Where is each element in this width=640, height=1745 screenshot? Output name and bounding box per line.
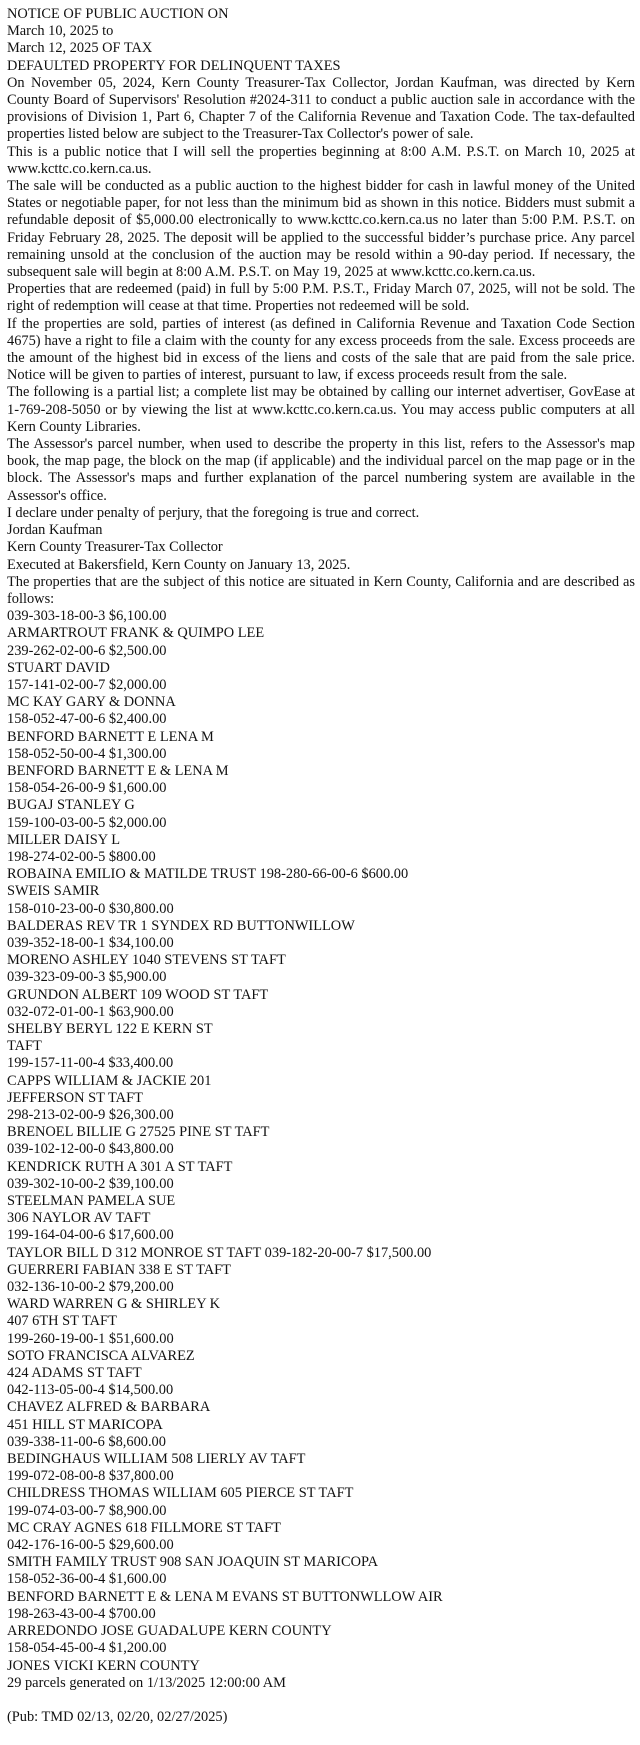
property-list-line: MC CRAY AGNES 618 FILLMORE ST TAFT (7, 1519, 281, 1536)
property-list-line: 158-054-45-00-4 $1,200.00 (7, 1640, 167, 1657)
sale-start-paragraph: This is a public notice that I will sell the properties beginning at 8:00 A.M. P.S.T. on March 10, 2025 at www.kcttc.co.kern.ca.us. (7, 143, 635, 177)
property-list-line: CHAVEZ ALFRED & BARBARA (7, 1399, 211, 1416)
declaration (7, 505, 635, 574)
property-list-line: 032-136-10-00-2 $79,200.00 (7, 1279, 174, 1296)
resolution-paragraph: On November 05, 2024, Kern County Treasurer-Tax Collector, Jordan Kaufman, was directed by Kern County Board of Supervisors' Resolution #2024-311 to conduct a public auction sale in accordance with the provisions of Division 1, Part 6, Chapter 7 of the California Revenue and Taxation Code. The tax-defaulted properties listed below are subject to the Treasurer-Tax Collector's power of sale. (7, 74, 635, 143)
property-list-line: ROBAINA EMILIO & MATILDE TRUST 198-280-66-00-6 $600.00 (7, 866, 409, 883)
property-list-line: 158-054-26-00-9 $1,600.00 (7, 780, 167, 797)
property-list-line: SOTO FRANCISCA ALVAREZ (7, 1347, 195, 1364)
auction-end-date: March 12, 2025 OF TAX (7, 40, 153, 57)
property-list-line: MILLER DAISY L (7, 831, 120, 848)
execution-statement: Executed at Bakersfield, Kern County on January 13, 2025. (7, 556, 351, 573)
property-list-line: 199-260-19-00-1 $51,600.00 (7, 1330, 174, 1347)
property-list-line: ARREDONDO JOSE GUADALUPE KERN COUNTY (7, 1623, 332, 1640)
property-list-line: 039-323-09-00-3 $5,900.00 (7, 969, 167, 986)
property-list-line: STEELMAN PAMELA SUE (7, 1193, 176, 1210)
property-list-line: JONES VICKI KERN COUNTY (7, 1657, 200, 1674)
property-list-line: SMITH FAMILY TRUST 908 SAN JOAQUIN ST MARICOPA (7, 1554, 379, 1571)
signer-name: Jordan Kaufman (7, 522, 103, 539)
property-list-line: 451 HILL ST MARICOPA (7, 1416, 163, 1433)
property-list-line: CHILDRESS THOMAS WILLIAM 605 PIERCE ST TAFT (7, 1485, 354, 1502)
property-list-line: SHELBY BERYL 122 E KERN ST (7, 1020, 213, 1037)
publication-info: (Pub: TMD 02/13, 02/20, 02/27/2025) (7, 1709, 228, 1726)
property-list-line: GRUNDON ALBERT 109 WOOD ST TAFT (7, 986, 269, 1003)
property-list-line: 039-338-11-00-6 $8,600.00 (7, 1433, 166, 1450)
property-list-line: MC KAY GARY & DONNA (7, 694, 176, 711)
property-list-line: 158-010-23-00-0 $30,800.00 (7, 900, 174, 917)
property-list-line: WARD WARREN G & SHIRLEY K (7, 1296, 221, 1313)
property-list-line: 157-141-02-00-7 $2,000.00 (7, 676, 167, 693)
notice-title: NOTICE OF PUBLIC AUCTION ON (7, 6, 229, 22)
property-list-line: 199-157-11-00-4 $33,400.00 (7, 1055, 174, 1072)
property-list-line: 298-213-02-00-9 $26,300.00 (7, 1107, 174, 1123)
property-list-line: BENFORD BARNETT E & LENA M (7, 762, 229, 779)
partial-list-paragraph: The following is a partial list; a complete list may be obtained by calling our internet advertiser, GovEase at 1-769-208-5050 or by viewing the list at www.kcttc.co.kern.ca.us. You may access public computers at all Kern County Libraries. (7, 384, 635, 435)
redemption-paragraph: Properties that are redeemed (paid) in full by 5:00 P.M. P.S.T., Friday March 07, 2025, will not be sold. The right of redemption will cease at that time. Properties not redeemed will be sold. (7, 281, 635, 315)
property-list-line: 039-352-18-00-1 $34,100.00 (7, 934, 174, 951)
signer-title: Kern County Treasurer-Tax Collector (7, 539, 223, 556)
property-list-line: 424 ADAMS ST TAFT (7, 1365, 142, 1382)
auction-start-date: March 10, 2025 to (7, 23, 114, 40)
property-list-line: 306 NAYLOR AV TAFT (7, 1210, 151, 1227)
property-list-line: BENFORD BARNETT E & LENA M EVANS ST BUTTONWLLOW AIR (7, 1588, 443, 1605)
property-list-line: KENDRICK RUTH A 301 A ST TAFT (7, 1158, 233, 1175)
property-list-line: BRENOEL BILLIE G 27525 PINE ST TAFT (7, 1124, 270, 1141)
property-list-line: 032-072-01-00-1 $63,900.00 (7, 1003, 174, 1020)
property-list-line: 199-072-08-00-8 $37,800.00 (7, 1468, 174, 1485)
parcel-number-paragraph: The Assessor's parcel number, when used to describe the property in this list, refers to the Assessor's map book, the map page, the block on the map (if applicable) and the individual parcel on the map page or in the block. The Assessor's maps and further explanation of the parcel numbering system are available in the Assessor's office. (7, 436, 635, 504)
property-list-line: BUGAJ STANLEY G (7, 797, 135, 814)
property-list-line: SWEIS SAMIR (7, 883, 100, 900)
property-list-line: 039-303-18-00-3 $6,100.00 (7, 608, 167, 625)
sale-terms-paragraph: The sale will be conducted as a public auction to the highest bidder for cash in lawful money of the United States or negotiable paper, for not less than the minimum bid as shown in this notice. Bidders must submit a refundable deposit of $5,000.00 electronically to www.kcttc.co.kern.ca.us no later than 5:00 P.M. P.S.T. on Friday February 28, 2025. The deposit will be applied to the successful bidder’s purchase price. Any parcel remaining unsold at the conclusion of the auction may be resold within a 90-day period. If necessary, the subsequent sale will begin at 8:00 A.M. P.S.T. on May 19, 2025 at www.kcttc.co.kern.ca.us. (7, 178, 635, 281)
property-list (7, 608, 635, 1675)
property-list-line: 407 6TH ST TAFT (7, 1313, 117, 1330)
property-list-intro: The properties that are the subject of this notice are situated in Kern County, California and are described as follows: (7, 573, 635, 607)
property-list-line: GUERRERI FABIAN 338 E ST TAFT (7, 1261, 231, 1278)
property-list-line: 159-100-03-00-5 $2,000.00 (7, 814, 167, 831)
blank-line (7, 1692, 635, 1709)
property-list-line: 042-113-05-00-4 $14,500.00 (7, 1382, 174, 1399)
property-list-line: TAFT (7, 1038, 42, 1055)
property-list-line: 158-052-50-00-4 $1,300.00 (7, 745, 167, 762)
property-list-line: BEDINGHAUS WILLIAM 508 LIERLY AV TAFT (7, 1451, 306, 1468)
property-list-line: 239-262-02-00-6 $2,500.00 (7, 642, 167, 659)
property-list-line: MORENO ASHLEY 1040 STEVENS ST TAFT (7, 952, 286, 969)
parcel-count-footer: 29 parcels generated on 1/13/2025 12:00:00 AM (7, 1674, 286, 1691)
notice-body (7, 75, 635, 505)
property-list-line: 039-102-12-00-0 $43,800.00 (7, 1141, 174, 1158)
property-list-line: TAYLOR BILL D 312 MONROE ST TAFT 039-182-20-00-7 $17,500.00 (7, 1244, 432, 1261)
property-list-line: 039-302-10-00-2 $39,100.00 (7, 1175, 174, 1192)
property-list-line: ARMARTROUT FRANK & QUIMPO LEE (7, 625, 265, 642)
property-list-line: 199-164-04-00-6 $17,600.00 (7, 1227, 174, 1244)
property-list-line: 199-074-03-00-7 $8,900.00 (7, 1502, 167, 1519)
property-list-line: 198-274-02-00-5 $800.00 (7, 848, 156, 865)
property-list-line: STUART DAVID (7, 659, 110, 676)
property-list-line: BALDERAS REV TR 1 SYNDEX RD BUTTONWILLOW (7, 917, 355, 934)
notice-header (7, 6, 635, 75)
perjury-statement: I declare under penalty of perjury, that the foregoing is true and correct. (7, 504, 420, 521)
property-list-line: 042-176-16-00-5 $29,600.00 (7, 1537, 174, 1554)
property-list-line: 158-052-47-00-6 $2,400.00 (7, 711, 167, 728)
excess-proceeds-paragraph: If the properties are sold, parties of interest (as defined in California Revenue and Taxation Code Section 4675) have a right to file a claim with the county for any excess proceeds from the sale. Excess proceeds are the amount of the highest bid in excess of the liens and costs of the sale that are paid from the sale price. Notice will be given to parties of interest, pursuant to law, if excess proceeds result from the sale. (7, 315, 635, 384)
notice-subtitle: DEFAULTED PROPERTY FOR DELINQUENT TAXES (7, 57, 341, 74)
property-list-line: CAPPS WILLIAM & JACKIE 201 (7, 1072, 212, 1089)
property-list-line: 158-052-36-00-4 $1,600.00 (7, 1571, 167, 1588)
property-list-line: 198-263-43-00-4 $700.00 (7, 1605, 156, 1622)
property-list-line: JEFFERSON ST TAFT (7, 1089, 143, 1106)
property-list-line: BENFORD BARNETT E LENA M (7, 728, 214, 745)
